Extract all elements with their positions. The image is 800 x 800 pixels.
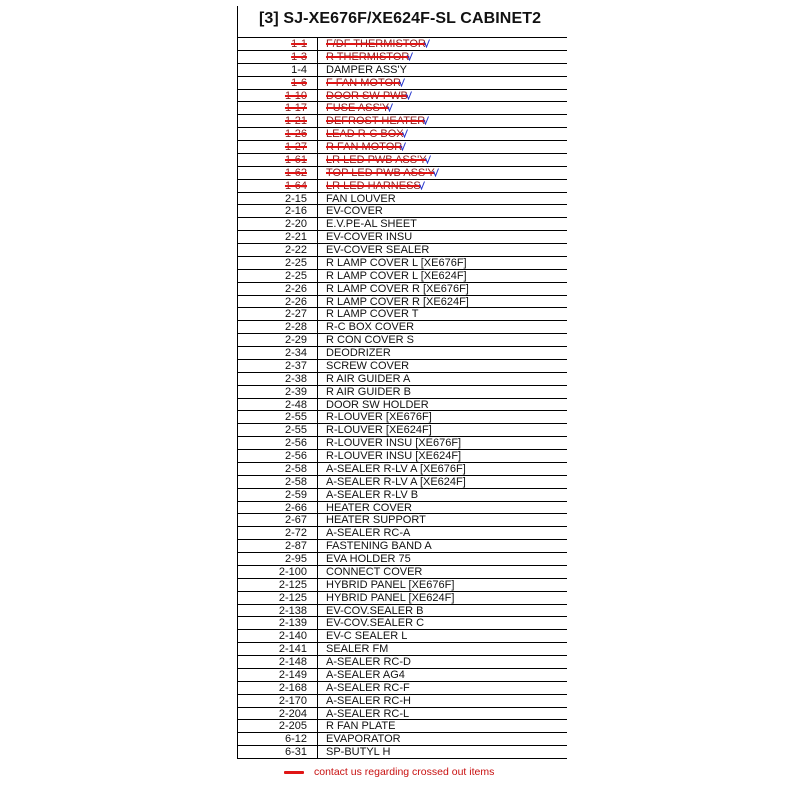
column-divider — [317, 115, 318, 127]
part-number: 2-95 — [284, 553, 307, 565]
part-number: 2-205 — [278, 720, 307, 733]
table-row — [237, 283, 567, 296]
strike-legend-swatch — [284, 771, 304, 774]
part-number: 2-138 — [278, 604, 307, 617]
part-name: E.V.PE-AL SHEET — [326, 218, 417, 231]
check-mark-icon — [424, 39, 430, 48]
column-divider — [317, 154, 318, 166]
part-name: A-SEALER RC-D — [326, 656, 411, 668]
part-name: EV-COVER SEALER — [326, 244, 430, 256]
part-name: R CON COVER S — [326, 334, 415, 347]
column-divider — [317, 128, 318, 140]
table-row — [237, 643, 567, 656]
column-divider — [317, 321, 318, 333]
part-number: 2-39 — [284, 385, 307, 398]
table-row — [237, 437, 567, 450]
check-mark-icon — [419, 181, 425, 190]
table-row — [237, 553, 567, 566]
column-divider — [317, 502, 318, 514]
part-number: 2-37 — [284, 359, 307, 372]
part-name: F FAN MOTOR — [326, 76, 401, 89]
part-name: R LAMP COVER R [XE624F] — [326, 295, 469, 308]
check-mark-icon — [400, 142, 406, 151]
table-row — [237, 682, 567, 695]
part-number: 2-204 — [278, 707, 307, 720]
table-row — [237, 656, 567, 669]
check-mark-icon — [433, 168, 439, 177]
part-name: R-LOUVER [XE676F] — [326, 411, 432, 424]
table-row — [237, 514, 567, 527]
column-divider — [317, 579, 318, 591]
column-divider — [317, 630, 318, 642]
part-name: R LAMP COVER T — [326, 308, 419, 321]
part-number: 2-170 — [278, 694, 307, 707]
table-row — [237, 411, 567, 424]
part-name: R FAN MOTOR — [326, 141, 403, 153]
table-row — [237, 141, 567, 154]
parts-table — [237, 38, 567, 759]
column-divider — [317, 64, 318, 76]
part-number: 2-29 — [284, 334, 307, 347]
part-name: HYBRID PANEL [XE676F] — [326, 578, 455, 591]
part-number: 1-10 — [284, 89, 307, 102]
column-divider — [317, 514, 318, 526]
column-divider — [317, 605, 318, 617]
part-number: 2-25 — [284, 269, 307, 282]
legend-note — [284, 766, 494, 778]
column-divider — [317, 566, 318, 578]
check-mark-icon — [407, 52, 413, 61]
table-row — [237, 64, 567, 77]
part-name: EV-COV.SEALER B — [326, 604, 424, 617]
part-name: R-C BOX COVER — [326, 321, 415, 334]
check-mark-icon — [387, 103, 393, 112]
column-divider — [317, 411, 318, 423]
part-name: A-SEALER R-LV A [XE676F] — [326, 462, 466, 475]
table-row — [237, 257, 567, 270]
column-divider — [317, 244, 318, 256]
part-number: 2-56 — [284, 450, 307, 462]
part-number: 1-6 — [291, 76, 307, 89]
table-row — [237, 77, 567, 90]
part-name: A-SEALER RC-L — [326, 707, 410, 720]
column-divider — [317, 592, 318, 604]
part-number: 2-58 — [284, 475, 307, 488]
table-row — [237, 669, 567, 682]
table-row — [237, 579, 567, 592]
column-divider — [317, 527, 318, 539]
column-divider — [317, 347, 318, 359]
part-number: 2-15 — [284, 192, 307, 205]
part-number: 1-21 — [284, 115, 307, 128]
column-divider — [317, 695, 318, 707]
part-number: 1-62 — [284, 166, 307, 179]
part-name: A-SEALER RC-F — [326, 681, 410, 694]
column-divider — [317, 334, 318, 346]
part-number: 1-3 — [291, 50, 307, 63]
part-name: EVA HOLDER 75 — [326, 553, 411, 565]
part-number: 2-21 — [284, 231, 307, 244]
table-row — [237, 617, 567, 630]
column-divider — [317, 424, 318, 436]
part-number: 2-34 — [284, 347, 307, 359]
column-divider — [317, 437, 318, 449]
column-divider — [317, 373, 318, 385]
table-row — [237, 128, 567, 141]
column-divider — [317, 399, 318, 411]
column-divider — [317, 180, 318, 192]
table-row — [237, 218, 567, 231]
part-number: 2-148 — [278, 656, 307, 668]
table-row — [237, 90, 567, 103]
part-name: F/DF THERMISTOR — [326, 38, 426, 50]
column-divider — [317, 296, 318, 308]
part-number: 2-67 — [284, 514, 307, 527]
part-number: 2-140 — [278, 630, 307, 643]
table-row — [237, 720, 567, 733]
table-row — [237, 308, 567, 321]
part-name: R LAMP COVER R [XE676F] — [326, 282, 469, 295]
part-name: SP-BUTYL H — [326, 746, 391, 759]
table-row — [237, 540, 567, 553]
part-number: 2-26 — [284, 295, 307, 308]
table-row — [237, 102, 567, 115]
part-name: R-LOUVER INSU [XE676F] — [326, 437, 462, 450]
table-row — [237, 566, 567, 579]
part-number: 2-48 — [284, 398, 307, 411]
part-name: R LAMP COVER L [XE624F] — [326, 269, 467, 282]
part-number: 6-31 — [284, 746, 307, 759]
column-divider — [317, 270, 318, 282]
column-divider — [317, 643, 318, 655]
part-name: FAN LOUVER — [326, 192, 396, 205]
part-number: 2-27 — [284, 308, 307, 321]
column-divider — [317, 540, 318, 552]
table-row — [237, 115, 567, 128]
part-number: 2-20 — [284, 218, 307, 231]
column-divider — [317, 553, 318, 565]
part-number: 2-66 — [284, 501, 307, 514]
table-row — [237, 296, 567, 309]
column-divider — [317, 463, 318, 475]
part-number: 2-56 — [284, 437, 307, 450]
part-name: SCREW COVER — [326, 359, 410, 372]
table-row — [237, 708, 567, 721]
column-divider — [317, 360, 318, 372]
column-divider — [317, 193, 318, 205]
part-number: 2-26 — [284, 282, 307, 295]
column-divider — [317, 733, 318, 745]
column-divider — [317, 257, 318, 269]
part-name: HEATER SUPPORT — [326, 514, 426, 527]
part-number: 1-17 — [284, 102, 307, 115]
table-row — [237, 334, 567, 347]
part-name: SEALER FM — [326, 643, 389, 656]
table-row — [237, 38, 567, 51]
table-row — [237, 347, 567, 360]
part-name: A-SEALER R-LV A [XE624F] — [326, 475, 466, 488]
part-name: DAMPER ASS'Y — [326, 63, 407, 76]
table-row — [237, 502, 567, 515]
column-divider — [317, 450, 318, 462]
table-row — [237, 360, 567, 373]
part-number: 1-4 — [291, 63, 307, 76]
part-name: EV-COV.SEALER C — [326, 617, 425, 630]
column-divider — [317, 218, 318, 230]
check-mark-icon — [406, 91, 412, 100]
table-row — [237, 476, 567, 489]
part-name: A-SEALER RC-H — [326, 694, 411, 707]
table-row — [237, 167, 567, 180]
part-name: A-SEALER RC-A — [326, 527, 411, 540]
column-divider — [317, 283, 318, 295]
table-row — [237, 180, 567, 193]
legend-text: contact us regarding crossed out items — [314, 766, 495, 778]
column-divider — [317, 90, 318, 102]
part-name: LR LED HARNESS — [326, 179, 421, 192]
table-row — [237, 231, 567, 244]
part-number: 2-22 — [284, 244, 307, 256]
check-mark-icon — [399, 78, 405, 87]
part-name: EV-COVER INSU — [326, 231, 413, 244]
part-name: EVAPORATOR — [326, 733, 401, 746]
part-number: 1-61 — [284, 153, 307, 166]
part-number: 2-100 — [278, 565, 307, 578]
column-divider — [317, 167, 318, 179]
part-number: 2-125 — [278, 591, 307, 604]
part-name: DOOR SW PWB — [326, 89, 408, 102]
part-number: 2-55 — [284, 411, 307, 424]
part-name: R LAMP COVER L [XE676F] — [326, 256, 467, 269]
column-divider — [317, 231, 318, 243]
column-divider — [317, 205, 318, 217]
part-number: 6-12 — [284, 733, 307, 746]
column-divider — [317, 746, 318, 758]
part-name: DOOR SW HOLDER — [326, 398, 429, 411]
part-name: A-SEALER R-LV B — [326, 488, 419, 501]
table-row — [237, 527, 567, 540]
table-row — [237, 489, 567, 502]
table-row — [237, 321, 567, 334]
table-row — [237, 399, 567, 412]
part-name: HEATER COVER — [326, 501, 412, 514]
part-number: 2-149 — [278, 668, 307, 681]
table-row — [237, 746, 567, 759]
column-divider — [317, 617, 318, 629]
part-name: R-LOUVER [XE624F] — [326, 424, 432, 437]
part-number: 2-55 — [284, 424, 307, 437]
part-number: 2-38 — [284, 372, 307, 385]
part-number: 1-64 — [284, 179, 307, 192]
table-row — [237, 605, 567, 618]
column-divider — [317, 476, 318, 488]
column-divider — [317, 656, 318, 668]
part-name: DEODRIZER — [326, 347, 391, 359]
column-divider — [317, 720, 318, 732]
part-name: LR LED PWB ASS'Y — [326, 153, 427, 166]
column-divider — [317, 102, 318, 114]
check-mark-icon — [423, 116, 429, 125]
part-number: 2-59 — [284, 488, 307, 501]
column-divider — [317, 669, 318, 681]
column-divider — [317, 308, 318, 320]
check-mark-icon — [425, 155, 431, 164]
part-number: 2-87 — [284, 540, 307, 553]
table-row — [237, 51, 567, 64]
table-row — [237, 733, 567, 746]
table-row — [237, 205, 567, 218]
part-name: HYBRID PANEL [XE624F] — [326, 591, 455, 604]
part-name: FASTENING BAND A — [326, 540, 432, 553]
part-number: 1-26 — [284, 128, 307, 141]
part-name: EV-COVER — [326, 205, 383, 218]
table-row — [237, 154, 567, 167]
column-divider — [317, 682, 318, 694]
part-number: 2-72 — [284, 527, 307, 540]
part-name: R FAN PLATE — [326, 720, 396, 733]
table-row — [237, 450, 567, 463]
table-row — [237, 373, 567, 386]
part-number: 1-1 — [291, 38, 307, 50]
part-number: 2-28 — [284, 321, 307, 334]
table-row — [237, 592, 567, 605]
part-number: 2-125 — [278, 578, 307, 591]
part-name: R THERMISTOR — [326, 50, 410, 63]
part-number: 2-168 — [278, 681, 307, 694]
table-row — [237, 695, 567, 708]
column-divider — [317, 51, 318, 63]
part-name: CONNECT COVER — [326, 565, 423, 578]
table-row — [237, 463, 567, 476]
table-row — [237, 630, 567, 643]
table-row — [237, 424, 567, 437]
column-divider — [317, 489, 318, 501]
part-name: EV-C SEALER L — [326, 630, 408, 643]
part-number: 1-27 — [284, 141, 307, 153]
part-number: 2-58 — [284, 462, 307, 475]
column-divider — [317, 141, 318, 153]
part-name: R-LOUVER INSU [XE624F] — [326, 450, 462, 462]
page-title: [3] SJ-XE676F/XE624F-SL CABINET2 — [259, 10, 542, 27]
table-row — [237, 193, 567, 206]
column-divider — [317, 38, 318, 50]
part-number: 2-139 — [278, 617, 307, 630]
part-name: A-SEALER AG4 — [326, 668, 405, 681]
part-name: TOP LED PWB ASS'Y — [326, 166, 435, 179]
part-name: R AIR GUIDER A — [326, 372, 411, 385]
part-number: 2-25 — [284, 256, 307, 269]
part-name: DEFROST HEATER — [326, 115, 426, 128]
check-mark-icon — [402, 129, 408, 138]
table-row — [237, 244, 567, 257]
part-name: FUSE ASS'Y — [326, 102, 390, 115]
part-number: 2-141 — [278, 643, 307, 656]
part-name: R AIR GUIDER B — [326, 385, 411, 398]
column-divider — [317, 77, 318, 89]
column-divider — [317, 386, 318, 398]
part-name: LEAD R-C BOX — [326, 128, 404, 141]
column-divider — [317, 708, 318, 720]
table-row — [237, 270, 567, 283]
table-row — [237, 386, 567, 399]
part-number: 2-16 — [284, 205, 307, 218]
